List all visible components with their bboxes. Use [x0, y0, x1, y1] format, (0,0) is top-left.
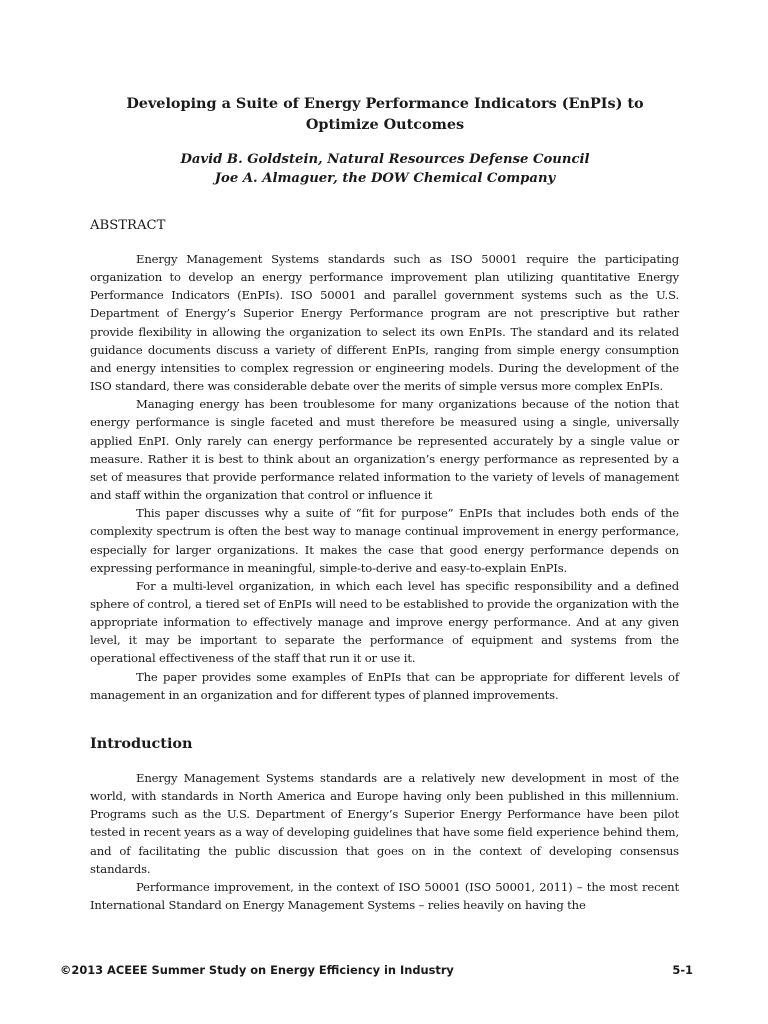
introduction-heading: Introduction	[90, 735, 193, 752]
introduction-paragraph: Energy Management Systems standards are a relatively new development in most of the world, with standards in North America and Europe having only been published in this millennium. Programs such as the U.S. Department of Energy’s Superior Energy Performance have been pilot tested in recent years as a way of developing guidelines that have some field experience behind them, and of facilitating the public discussion that goes on in the context of developing consensus standards.	[90, 771, 679, 876]
author-line: Joe A. Almaguer, the DOW Chemical Company	[214, 171, 556, 186]
introduction-paragraph: Performance improvement, in the context of ISO 50001 (ISO 50001, 2011) – the most recent International Standard on Energy Management Systems – relies heavily on having the	[90, 879, 679, 913]
page-number: 5-1	[672, 963, 693, 977]
page-footer	[60, 962, 693, 978]
abstract-paragraph: For a multi-level organization, in which each level has specific responsibility and a defined sphere of control, a tiered set of EnPIs will need to be established to provide the organization with the appropriate information to effectively manage and improve energy performance. And at any given level, it may be important to separate the performance of equipment and systems from the operational effectiveness of the staff that run it or use it.	[90, 578, 679, 666]
footer-copyright: ©2013 ACEEE Summer Study on Energy Efficiency in Industry	[60, 963, 454, 977]
paper-title: Developing a Suite of Energy Performance Indicators (EnPIs) to Optimize Outcomes	[126, 95, 644, 133]
abstract-paragraph: The paper provides some examples of EnPIs that can be appropriate for different levels of management in an organization and for different types of planned improvements.	[90, 669, 679, 702]
abstract-paragraph: Energy Management Systems standards such as ISO 50001 require the participating organization to develop an energy performance improvement plan utilizing quantitative Energy Performance Indicators (EnPIs). ISO 50001 and parallel government systems such as the U.S. Department of Energy’s Superior Energy Performance program are not prescriptive but rather provide flexibility in allowing the organization to select its own EnPIs. The standard and its related guidance documents discuss a variety of different EnPIs, ranging from simple energy consumption and energy intensities to complex regression or engineering models. During the development of the ISO standard, there was considerable debate over the merits of simple versus more complex EnPIs.	[90, 252, 679, 394]
author-list	[90, 150, 680, 188]
abstract-heading: ABSTRACT	[90, 218, 166, 233]
abstract-paragraph: This paper discusses why a suite of “fit for purpose” EnPIs that includes both ends of the complexity spectrum is often the best way to manage continual improvement in energy performance, especially for larger organizations. It makes the case that good energy performance depends on expressing performance in meaningful, simple-to-derive and easy-to-explain EnPIs.	[90, 506, 679, 575]
introduction-body	[90, 769, 679, 914]
abstract-body	[90, 250, 679, 704]
abstract-paragraph: Managing energy has been troublesome for many organizations because of the notion that energy performance is single faceted and must therefore be measured using a single, universally applied EnPI. Only rarely can energy performance be represented accurately by a single value or measure. Rather it is best to think about an organization’s energy performance as represented by a set of measures that provide performance related information to the variety of levels of management and staff within the organization that control or influence it	[90, 397, 679, 503]
author-line: David B. Goldstein, Natural Resources Defense Council	[180, 152, 590, 167]
